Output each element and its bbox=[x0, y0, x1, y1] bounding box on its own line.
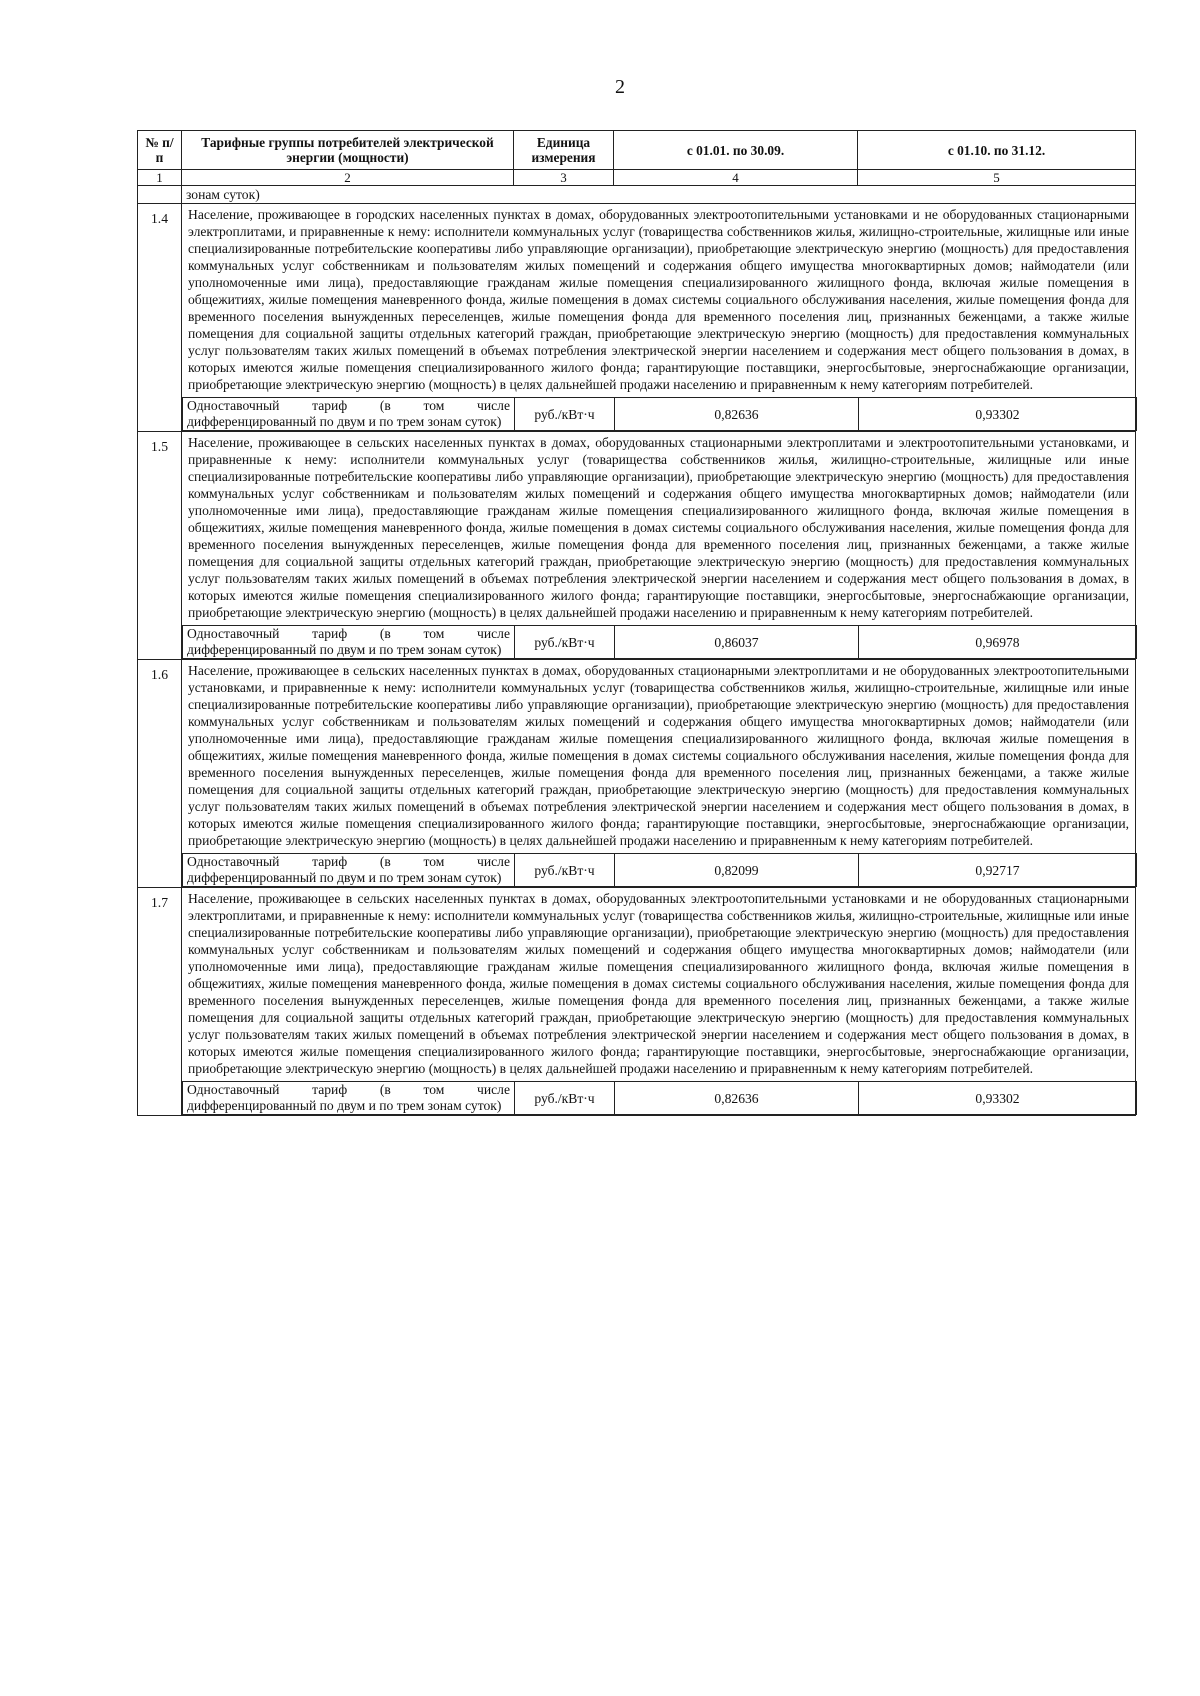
row-number: 1.5 bbox=[138, 432, 182, 660]
header-col-number: № п/п bbox=[138, 131, 182, 170]
tariff-label: Одноставочный тариф (в том числе дифференцированный по двум и по трем зонам суток) bbox=[183, 626, 515, 659]
tariff-values-table bbox=[182, 1081, 1137, 1115]
tariff-row bbox=[138, 888, 1136, 1116]
column-number: 2 bbox=[182, 170, 514, 186]
header-col-period-2: с 01.10. по 31.12. bbox=[858, 131, 1136, 170]
tariff-row bbox=[138, 432, 1136, 660]
row-content bbox=[182, 888, 1136, 1116]
unit-cell: руб./кВт·ч bbox=[515, 1082, 615, 1115]
column-number: 3 bbox=[514, 170, 614, 186]
column-number: 1 bbox=[138, 170, 182, 186]
tariff-label: Одноставочный тариф (в том числе дифференцированный по двум и по трем зонам суток) bbox=[183, 854, 515, 887]
consumer-group-description: Население, проживающее в сельских населенных пунктах в домах, оборудованных стационарными электроплитами и не оборудованных электроотопительными установками, и приравненные к нему: исполнители коммунальных услуг (товарищества собственников жилья, жилищно-строительные, жилищные или иные специализированные потребительские кооперативы либо управляющие организации), приобретающие электрическую энергию (мощность) для предоставления коммунальных услуг собственникам и пользователям жилых помещений и содержания общего имущества многоквартирных домов; наймодатели (или уполномоченные ими лица), предоставляющие гражданам жилые помещения специализированного жилищного фонда, включая жилые помещения в общежитиях, жилые помещения маневренного фонда, жилые помещения в домах системы социального обслуживания населения, жилые помещения фонда для временного поселения вынужденных переселенцев, жилые помещения фонда для временного поселения лиц, признанных беженцами, а также жилые помещения для социальной защиты отдельных категорий граждан, приобретающие электрическую энергию (мощность) для предоставления коммунальных услуг пользователям таких жилых помещений в объемах потребления электрической энергии населением и содержания мест общего пользования в домах, в которых имеются жилые помещения специализированного жилого фонда; гарантирующие поставщики, энергосбытовые, энергоснабжающие организации, приобретающие электрическую энергию (мощность) в целях дальнейшей продажи населению и приравненным к нему категориям потребителей. bbox=[188, 663, 1129, 848]
value-period-1: 0,82636 bbox=[615, 1082, 859, 1115]
value-period-2: 0,93302 bbox=[859, 398, 1137, 431]
row-number: 1.6 bbox=[138, 660, 182, 888]
page-number: 2 bbox=[615, 76, 625, 98]
header-col-unit: Единица измерения bbox=[514, 131, 614, 170]
unit-cell: руб./кВт·ч bbox=[515, 626, 615, 659]
value-period-2: 0,92717 bbox=[859, 854, 1137, 887]
column-number: 4 bbox=[614, 170, 858, 186]
column-number-row bbox=[138, 170, 1136, 186]
tariff-values-table bbox=[182, 397, 1137, 431]
header-col-period-1: с 01.01. по 30.09. bbox=[614, 131, 858, 170]
header-row bbox=[138, 131, 1136, 170]
consumer-group-description: Население, проживающее в городских населенных пунктах в домах, оборудованных электроотопительными установками и не оборудованных стационарными электроплитами, и приравненные к нему: исполнители коммунальных услуг (товарищества собственников жилья, жилищно-строительные, жилищные или иные специализированные потребительские кооперативы либо управляющие организации), приобретающие электрическую энергию (мощность) для предоставления коммунальных услуг собственникам и пользователям жилых помещений и содержания общего имущества многоквартирных домов; наймодатели (или уполномоченные ими лица), предоставляющие гражданам жилые помещения специализированного жилищного фонда, включая жилые помещения в общежитиях, жилые помещения маневренного фонда, жилые помещения в домах системы социального обслуживания населения, жилые помещения фонда для временного поселения вынужденных переселенцев, жилые помещения фонда для временного поселения лиц, признанных беженцами, а также жилые помещения для социальной защиты отдельных категорий граждан, приобретающие электрическую энергию (мощность) для предоставления коммунальных услуг пользователям таких жилых помещений в объемах потребления электрической энергии населением и содержания мест общего пользования в домах, в которых имеются жилые помещения специализированного жилого фонда; гарантирующие поставщики, энергосбытовые, энергоснабжающие организации, приобретающие электрическую энергию (мощность) в целях дальнейшей продажи населению и приравненным к нему категориям потребителей. bbox=[188, 207, 1129, 392]
row-content bbox=[182, 660, 1136, 888]
tariff-label: Одноставочный тариф (в том числе дифференцированный по двум и по трем зонам суток) bbox=[183, 1082, 515, 1115]
tariff-values-table bbox=[182, 853, 1137, 887]
continuation-row bbox=[138, 186, 1136, 204]
unit-cell: руб./кВт·ч bbox=[515, 398, 615, 431]
continuation-text: зонам суток) bbox=[182, 186, 1136, 204]
unit-cell: руб./кВт·ч bbox=[515, 854, 615, 887]
header-col-groups: Тарифные группы потребителей электрической энергии (мощности) bbox=[182, 131, 514, 170]
tariff-row bbox=[138, 660, 1136, 888]
value-period-1: 0,82636 bbox=[615, 398, 859, 431]
row-number: 1.4 bbox=[138, 204, 182, 432]
value-period-1: 0,86037 bbox=[615, 626, 859, 659]
tariff-label: Одноставочный тариф (в том числе дифференцированный по двум и по трем зонам суток) bbox=[183, 398, 515, 431]
value-period-1: 0,82099 bbox=[615, 854, 859, 887]
row-content bbox=[182, 204, 1136, 432]
value-period-2: 0,96978 bbox=[859, 626, 1137, 659]
row-content bbox=[182, 432, 1136, 660]
row-number: 1.7 bbox=[138, 888, 182, 1116]
consumer-group-description: Население, проживающее в сельских населенных пунктах в домах, оборудованных стационарными электроплитами и электроотопительными установками, и приравненные к нему: исполнители коммунальных услуг (товарищества собственников жилья, жилищно-строительные, жилищные или иные специализированные потребительские кооперативы либо управляющие организации), приобретающие электрическую энергию (мощность) для предоставления коммунальных услуг собственникам и пользователям жилых помещений и содержания общего имущества многоквартирных домов; наймодатели (или уполномоченные ими лица), предоставляющие гражданам жилые помещения специализированного жилищного фонда, включая жилые помещения в общежитиях, жилые помещения маневренного фонда, жилые помещения в домах системы социального обслуживания населения, жилые помещения фонда для временного поселения вынужденных переселенцев, жилые помещения фонда для временного поселения лиц, признанных беженцами, а также жилые помещения для социальной защиты отдельных категорий граждан, приобретающие электрическую энергию (мощность) для предоставления коммунальных услуг пользователям таких жилых помещений в объемах потребления электрической энергии населением и содержания мест общего пользования в домах, в которых имеются жилые помещения специализированного жилого фонда; гарантирующие поставщики, энергосбытовые, энергоснабжающие организации, приобретающие электрическую энергию (мощность) в целях дальнейшей продажи населению и приравненным к нему категориям потребителей. bbox=[188, 435, 1129, 620]
consumer-group-description: Население, проживающее в сельских населенных пунктах в домах, оборудованных электроотопительными установками и не оборудованных стационарными электроплитами, и приравненные к нему: исполнители коммунальных услуг (товарищества собственников жилья, жилищно-строительные, жилищные или иные специализированные потребительские кооперативы либо управляющие организации), приобретающие электрическую энергию (мощность) для предоставления коммунальных услуг собственникам и пользователям жилых помещений и содержания общего имущества многоквартирных домов; наймодатели (или уполномоченные ими лица), предоставляющие гражданам жилые помещения специализированного жилищного фонда, включая жилые помещения в общежитиях, жилые помещения маневренного фонда, жилые помещения в домах системы социального обслуживания населения, жилые помещения фонда для временного поселения вынужденных переселенцев, жилые помещения фонда для временного поселения лиц, признанных беженцами, а также жилые помещения для социальной защиты отдельных категорий граждан, приобретающие электрическую энергию (мощность) для предоставления коммунальных услуг пользователям таких жилых помещений в объемах потребления электрической энергии населением и содержания мест общего пользования в домах, в которых имеются жилые помещения специализированного жилого фонда; гарантирующие поставщики, энергосбытовые, энергоснабжающие организации, приобретающие электрическую энергию (мощность) в целях дальнейшей продажи населению и приравненным к нему категориям потребителей. bbox=[188, 891, 1129, 1076]
tariff-table bbox=[137, 130, 1136, 1116]
column-number: 5 bbox=[858, 170, 1136, 186]
tariff-values-table bbox=[182, 625, 1137, 659]
tariff-row bbox=[138, 204, 1136, 432]
value-period-2: 0,93302 bbox=[859, 1082, 1137, 1115]
